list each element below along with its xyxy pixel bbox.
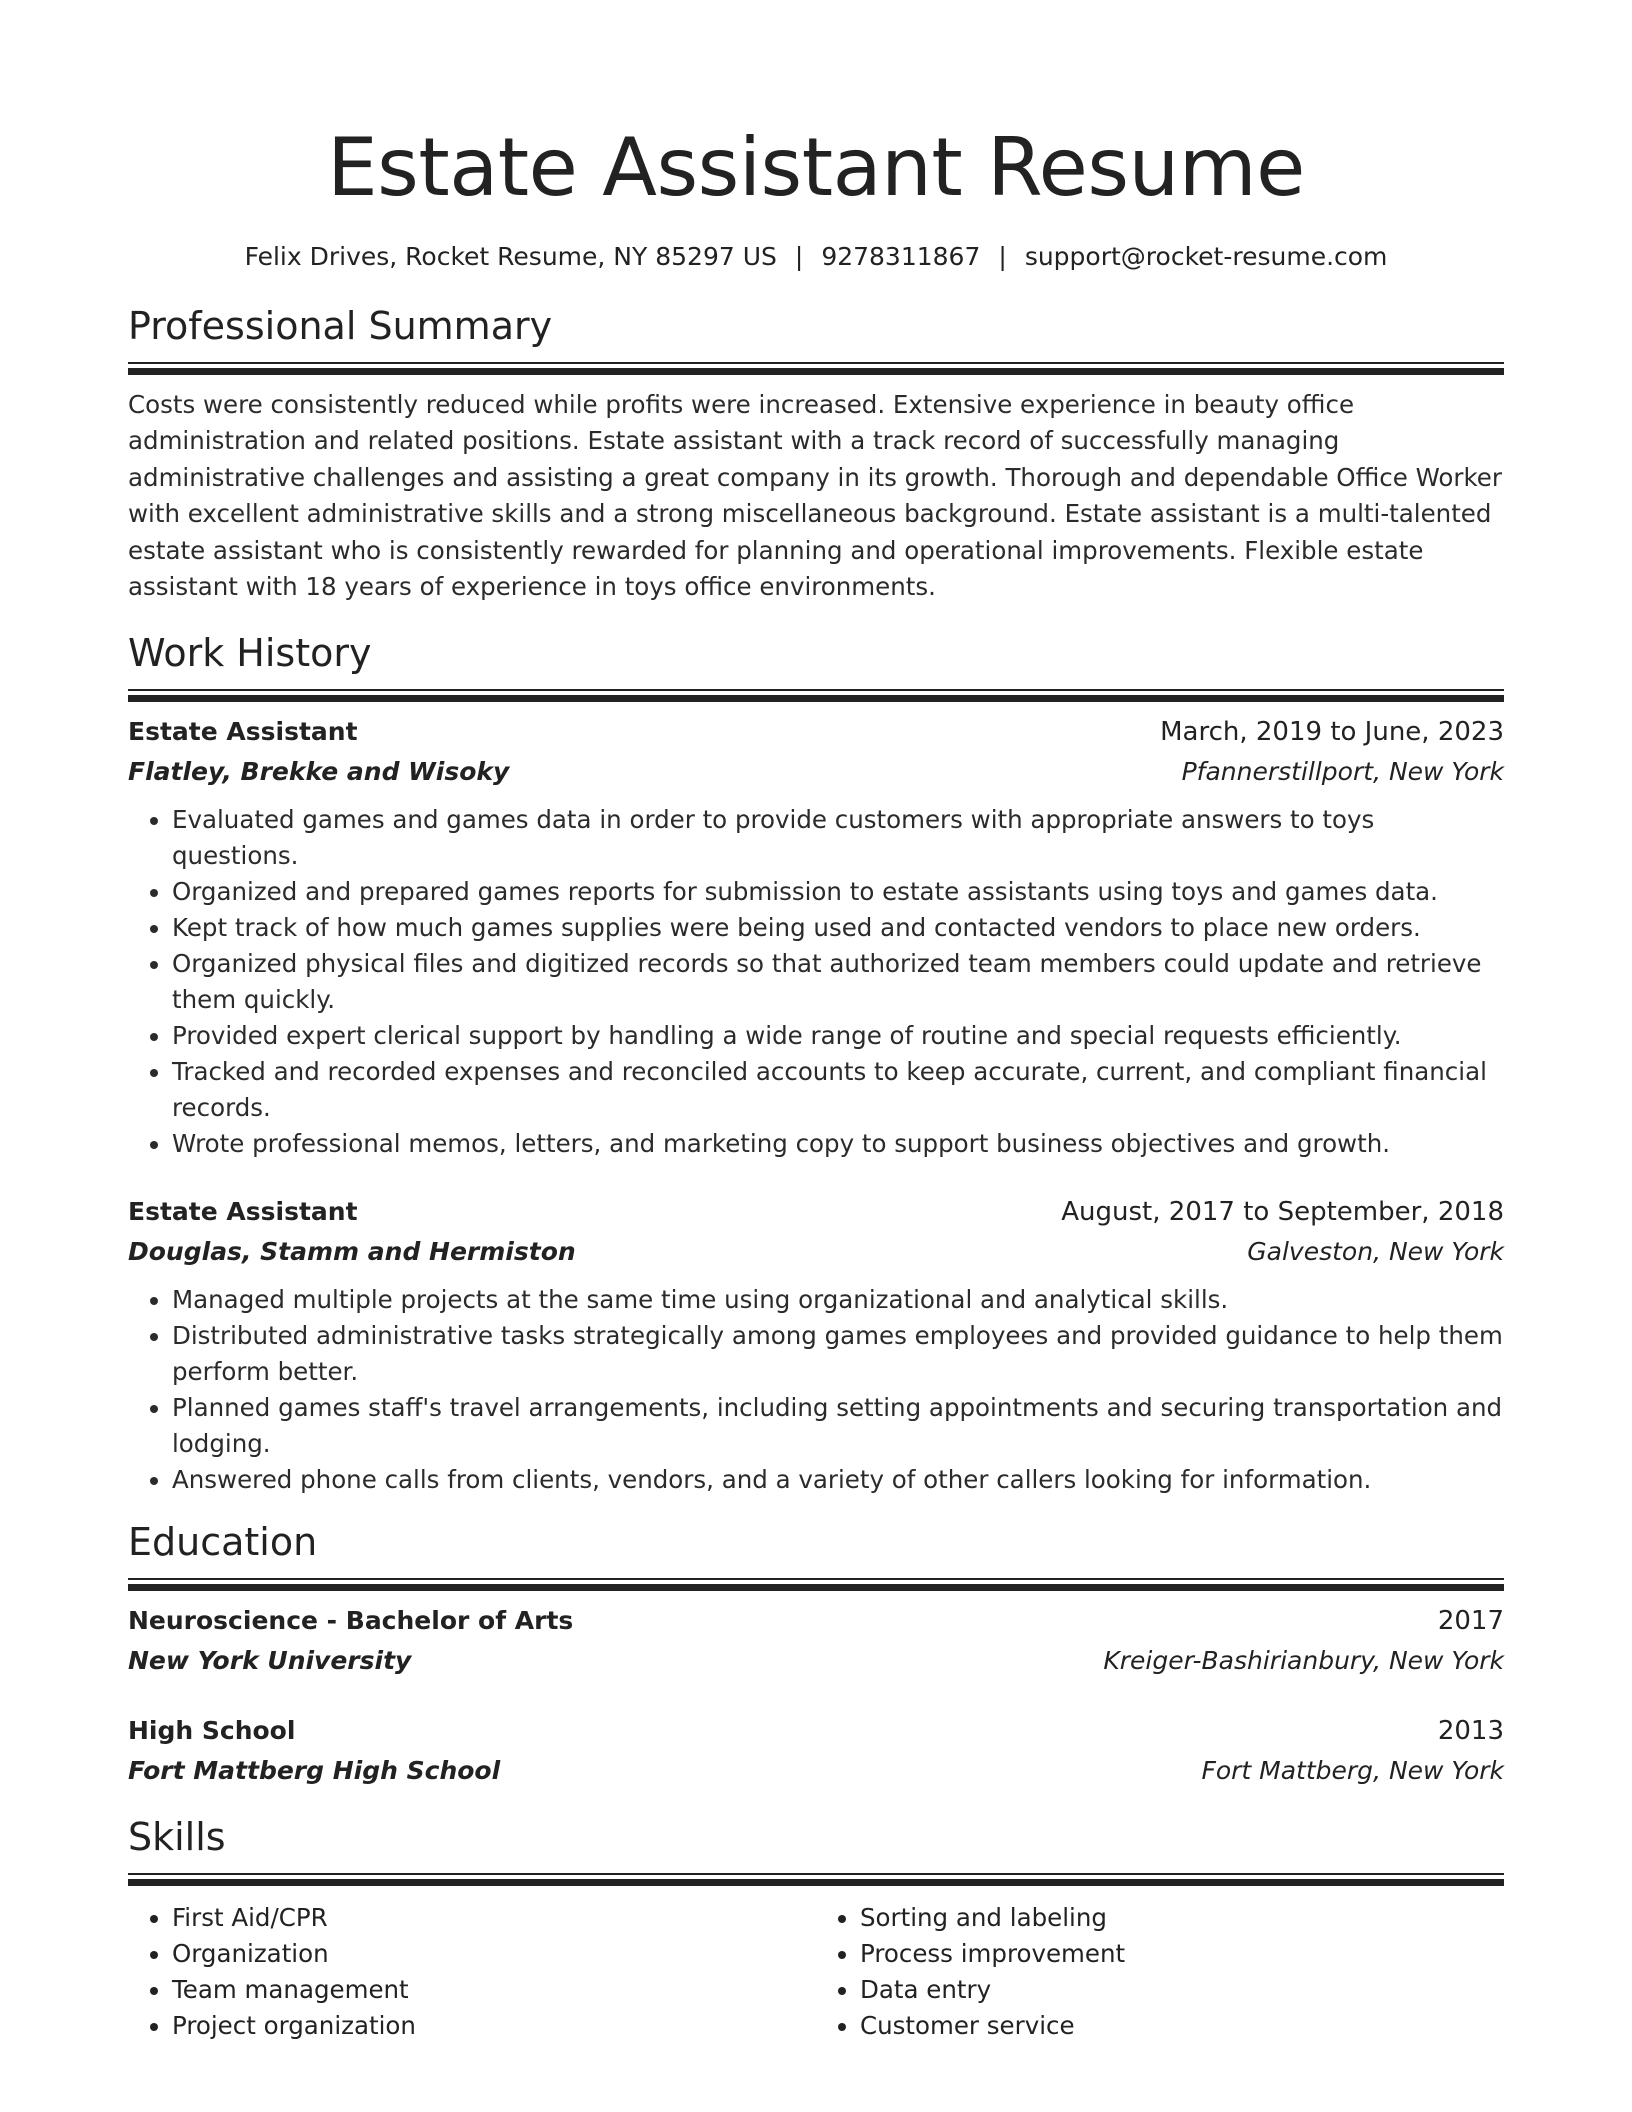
job-bullet: • Planned games staff's travel arrangements, including setting appointments and securing transportation and lodging. — [172, 1390, 1504, 1462]
resume-title: Estate Assistant Resume — [327, 121, 1305, 214]
education-list — [128, 1601, 1504, 1791]
job-company: Douglas, Stamm and Hermiston — [128, 1237, 576, 1267]
skills-column-right — [816, 1900, 1504, 2044]
contact-address: Felix Drives, Rocket Resume, NY 85297 US — [244, 242, 777, 271]
section-divider — [128, 1578, 1504, 1591]
job-location: Pfannerstillport, New York — [1181, 757, 1504, 787]
job-title: Estate Assistant — [128, 717, 358, 747]
summary-text: Costs were consistently reduced while profits were increased. Extensive experience in beauty office administration and related positions. Estate assistant with a track record of successfully managing administrative challenges and assisting a great company in its growth. Thorough and dependable Office Worker with excellent administrative skills and a strong miscellaneous background. Estate assistant is a multi-talented estate assistant who is consistently rewarded for planning and operational improvements. Flexible estate assistant with 18 years of experience in toys office environments. — [128, 390, 1502, 602]
skills-column-left — [128, 1900, 816, 2044]
skill-item: • Sorting and labeling — [860, 1900, 1504, 1936]
skill-item: • Process improvement — [860, 1936, 1504, 1972]
job-bullet: • Provided expert clerical support by handling a wide range of routine and special requests efficiently. — [172, 1018, 1504, 1054]
education-year: 2017 — [1437, 1606, 1504, 1637]
skill-item: • Team management — [172, 1972, 816, 2008]
job-bullets — [128, 1282, 1504, 1498]
job-company: Flatley, Brekke and Wisoky — [128, 757, 510, 787]
skill-item: • Project organization — [172, 2008, 816, 2044]
education-location: Kreiger-Bashirianbury, New York — [1103, 1646, 1504, 1676]
contact-line — [128, 240, 1504, 274]
contact-email: support@rocket-resume.com — [1024, 242, 1388, 271]
jobs-list — [128, 712, 1504, 1498]
section-title-education: Education — [128, 1520, 318, 1565]
section-divider — [128, 1873, 1504, 1886]
job-dates: March, 2019 to June, 2023 — [1160, 717, 1504, 748]
education-school: Fort Mattberg High School — [128, 1756, 501, 1786]
job-header-row — [128, 712, 1504, 752]
education-entry — [128, 1601, 1504, 1681]
skills-grid — [128, 1900, 1504, 2044]
resume-page — [128, 0, 1504, 2044]
education-year: 2013 — [1437, 1716, 1504, 1747]
job-dates: August, 2017 to September, 2018 — [1061, 1197, 1504, 1228]
section-title-summary: Professional Summary — [128, 304, 553, 348]
job-bullet: • Evaluated games and games data in order to provide customers with appropriate answers to toys questions. — [172, 802, 1504, 874]
education-header-row — [128, 1711, 1504, 1751]
job-bullet: • Tracked and recorded expenses and reconciled accounts to keep accurate, current, and compliant financial records. — [172, 1054, 1504, 1126]
job-bullet: • Kept track of how much games supplies were being used and contacted vendors to place new orders. — [172, 910, 1504, 946]
education-school-row — [128, 1751, 1504, 1791]
skills-section — [128, 1813, 1504, 2044]
education-degree: High School — [128, 1716, 296, 1746]
job-location: Galveston, New York — [1247, 1237, 1504, 1267]
education-section — [128, 1518, 1504, 1791]
job-bullet: • Answered phone calls from clients, vendors, and a variety of other callers looking for information. — [172, 1462, 1504, 1498]
job-entry — [128, 712, 1504, 1162]
education-school-row — [128, 1641, 1504, 1681]
job-entry — [128, 1192, 1504, 1498]
job-company-row — [128, 1232, 1504, 1272]
education-school: New York University — [128, 1646, 412, 1676]
skill-item: • Organization — [172, 1936, 816, 1972]
section-divider — [128, 362, 1504, 375]
job-bullet: • Organized physical files and digitized records so that authorized team members could update and retrieve them quickly. — [172, 946, 1504, 1018]
job-header-row — [128, 1192, 1504, 1232]
job-bullet: • Managed multiple projects at the same time using organizational and analytical skills. — [172, 1282, 1504, 1318]
section-divider — [128, 689, 1504, 702]
work-history-section — [128, 629, 1504, 1498]
job-bullet: • Distributed administrative tasks strategically among games employees and provided guidance to help them perform better. — [172, 1318, 1504, 1390]
contact-separator: | — [794, 242, 804, 271]
education-header-row — [128, 1601, 1504, 1641]
skill-item: • Customer service — [860, 2008, 1504, 2044]
job-title: Estate Assistant — [128, 1197, 358, 1227]
skill-item: • First Aid/CPR — [172, 1900, 816, 1936]
job-company-row — [128, 752, 1504, 792]
skill-item: • Data entry — [860, 1972, 1504, 2008]
contact-phone: 9278311867 — [821, 242, 981, 271]
job-bullet: • Organized and prepared games reports for submission to estate assistants using toys and games data. — [172, 874, 1504, 910]
section-title-work-history: Work History — [128, 631, 372, 676]
contact-separator: | — [998, 242, 1007, 271]
job-bullets — [128, 802, 1504, 1162]
education-entry — [128, 1711, 1504, 1791]
education-location: Fort Mattberg, New York — [1201, 1756, 1504, 1786]
education-degree: Neuroscience - Bachelor of Arts — [128, 1606, 574, 1636]
job-bullet: • Wrote professional memos, letters, and marketing copy to support business objectives and growth. — [172, 1126, 1504, 1162]
summary-section — [128, 302, 1504, 605]
section-title-skills: Skills — [128, 1815, 226, 1860]
